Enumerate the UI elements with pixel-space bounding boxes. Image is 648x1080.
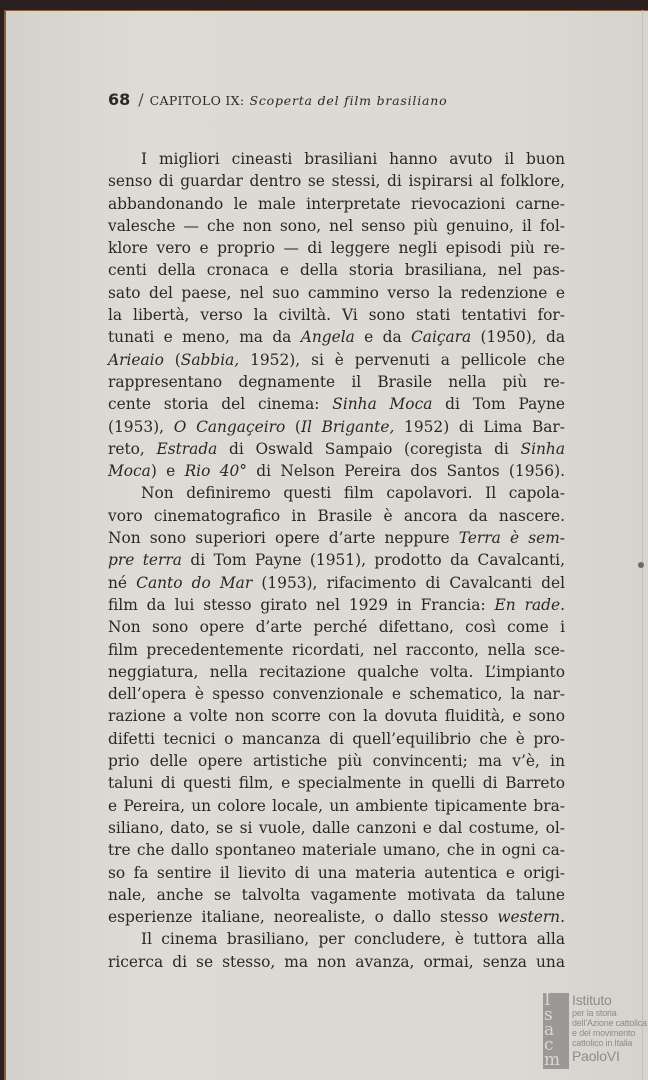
text-run: razione a volte non scorre con la dovuta fluidità, e sono [108, 707, 565, 726]
text-run: esperienze italiane, neorealiste, o dallo stesso [108, 908, 498, 927]
text-run: 1952), si è pervenuti a pellicole che [239, 350, 565, 369]
logo-text [572, 993, 647, 1064]
text-run: tunati e meno, ma da [108, 328, 301, 347]
logo-letter: s [544, 1005, 553, 1025]
italic-title: Sinha Moca [332, 395, 433, 414]
italic-title: Estrada [156, 439, 218, 458]
header-separator: / [138, 90, 144, 109]
text-run: Non sono superiori opere d’arte neppure [108, 529, 459, 548]
text-run: di Tom Payne [432, 395, 565, 414]
text-line [108, 170, 565, 192]
text-line [108, 193, 565, 215]
text-run: la libertà, verso la civiltà. Vi sono stati tentativi for- [108, 306, 565, 325]
italic-title: Sabbia, [180, 350, 240, 369]
text-run: Non definiremo questi film capolavori. Il capola- [141, 484, 565, 503]
text-run: Non sono opere d’arte perché difettano, così come i [108, 618, 565, 637]
text-run: Il cinema brasiliano, per concludere, è tuttora alla [141, 930, 565, 949]
text-line [108, 572, 565, 594]
logo-letter: a [544, 1020, 555, 1040]
text-run: neggiatura, nella recitazione qualche volta. L’impianto [108, 662, 565, 681]
text-line [108, 438, 565, 460]
italic-title: Il Brigante, [300, 417, 395, 436]
text-run: reto, [108, 439, 157, 458]
institute-watermark-logo [543, 990, 648, 1071]
text-line [108, 304, 565, 326]
text-line [108, 148, 565, 170]
text-run: senso di guardar dentro se stessi, di ispirarsi al folklore, [108, 172, 565, 191]
chapter-title: Scoperta del film brasiliano [249, 93, 448, 108]
italic-title: En rade [494, 595, 561, 614]
italic-title: Sinha [520, 439, 565, 458]
text-run: di Oswald Sampaio (coregista di [217, 439, 521, 458]
text-run: ricerca di se stesso, ma non avanza, ormai, senza una [108, 952, 565, 971]
text-run: siliano, dato, se si vuole, dalle canzoni e dal costume, ol- [108, 818, 565, 837]
text-line [108, 371, 565, 393]
text-run: centi della cronaca e della storia brasiliana, nel pas- [108, 261, 565, 280]
text-run: di Nelson Pereira dos Santos (1956). [246, 462, 565, 481]
logo-letter: m [544, 1050, 561, 1070]
text-run: 1952) di Lima Bar- [394, 417, 565, 436]
text-run: ( [285, 417, 301, 436]
text-run: e da [354, 328, 411, 347]
logo-line: cattolico in Italia [572, 1038, 633, 1048]
text-line [108, 683, 565, 705]
text-run: (1953), rifacimento di Cavalcanti del [252, 573, 565, 592]
text-run: film precedentemente ricordati, nel racconto, nella sce- [108, 640, 565, 659]
text-line [108, 460, 565, 482]
text-run: ) e [150, 462, 185, 481]
italic-title: Moca [108, 462, 151, 481]
text-run: (1953), [108, 417, 174, 436]
text-run: taluni di questi film, e specialmente in quelli di Barreto [108, 774, 565, 793]
italic-title: Angela [300, 328, 355, 347]
italic-title: pre terra [108, 551, 182, 570]
text-line [108, 237, 565, 259]
text-line [108, 326, 565, 348]
text-run: klore vero e proprio — di leggere negli episodi più re- [108, 239, 565, 258]
logo-line: Istituto [572, 992, 612, 1008]
text-line [108, 549, 565, 571]
text-run: so fa sentire il lievito di una materia autentica e origi- [108, 863, 565, 882]
text-run: (1950), da [471, 328, 565, 347]
text-line [108, 951, 565, 973]
text-line [108, 393, 565, 415]
italic-title: Caiçara [411, 328, 472, 347]
logo-line: dell’Azione cattolica [572, 1018, 647, 1028]
logo-monogram [544, 990, 570, 1070]
text-run: nale, anche se talvolta vagamente motivata da talune [108, 885, 565, 904]
logo-line: PaoloVI [572, 1048, 620, 1064]
text-run: difetti tecnici o mancanza di quell’equilibrio che è pro- [108, 729, 565, 748]
text-line [108, 928, 565, 950]
text-line [108, 349, 565, 371]
running-header [108, 90, 447, 109]
chapter-label: CAPITOLO IX: [149, 93, 245, 108]
text-line [108, 505, 565, 527]
text-run: voro cinematografico in Brasile è ancora da nascere. [108, 506, 565, 525]
text-run: . [560, 595, 565, 614]
italic-title: western [497, 908, 561, 927]
text-run: sato del paese, nel suo cammino verso la redenzione e [108, 283, 565, 302]
text-line [108, 482, 565, 504]
text-line [108, 639, 565, 661]
text-run: film da lui stesso girato nel 1929 in Francia: [108, 595, 495, 614]
logo-line: per la storia [572, 1008, 617, 1018]
text-line [108, 906, 565, 928]
text-line [108, 862, 565, 884]
text-run: I migliori cineasti brasiliani hanno avuto il buon [141, 150, 565, 168]
italic-title: O Cangaçeiro [173, 417, 286, 436]
logo-line: e del movimento [572, 1028, 636, 1038]
italic-title: Rio 40° [184, 462, 247, 481]
text-line [108, 259, 565, 281]
text-line [108, 616, 565, 638]
text-line [108, 661, 565, 683]
text-line [108, 594, 565, 616]
text-line [108, 527, 565, 549]
text-run: . [560, 908, 565, 927]
text-run: tre che dallo spontaneo materiale umano, che in ogni ca- [108, 841, 565, 860]
text-run: né [108, 573, 137, 592]
text-line [108, 215, 565, 237]
italic-title: Arieaio [108, 350, 164, 369]
text-line [108, 772, 565, 794]
text-line [108, 282, 565, 304]
italic-title: Terra è sem- [458, 529, 565, 548]
text-run: abbandonando le male interpretate rievocazioni carne- [108, 194, 565, 213]
page-number: 68 [108, 90, 131, 109]
italic-title: Canto do Mar [136, 573, 253, 592]
text-run: e Pereira, un colore locale, un ambiente tipicamente bra- [108, 796, 565, 815]
page-blemish [638, 562, 644, 568]
text-run: rappresentano degnamente il Brasile nella più re- [108, 372, 565, 391]
text-line [108, 817, 565, 839]
text-run: cente storia del cinema: [108, 395, 333, 414]
text-line [108, 884, 565, 906]
text-line [108, 839, 565, 861]
logo-letter: I [544, 990, 551, 1010]
text-line [108, 728, 565, 750]
text-run: ( [163, 350, 181, 369]
text-run: dell’opera è spesso convenzionale e schematico, la nar- [108, 685, 565, 704]
text-line [108, 705, 565, 727]
body-text [108, 148, 565, 973]
logo-letter: c [544, 1035, 554, 1055]
text-run: di Tom Payne (1951), prodotto da Cavalcanti, [181, 551, 565, 570]
text-line [108, 795, 565, 817]
text-run: prio delle opere artistiche più convincenti; ma v’è, in [108, 752, 565, 771]
text-line [108, 750, 565, 772]
text-run: valesche — che non sono, nel senso più genuino, il fol- [108, 216, 565, 235]
text-line [108, 416, 565, 438]
page-edge [642, 10, 643, 1080]
